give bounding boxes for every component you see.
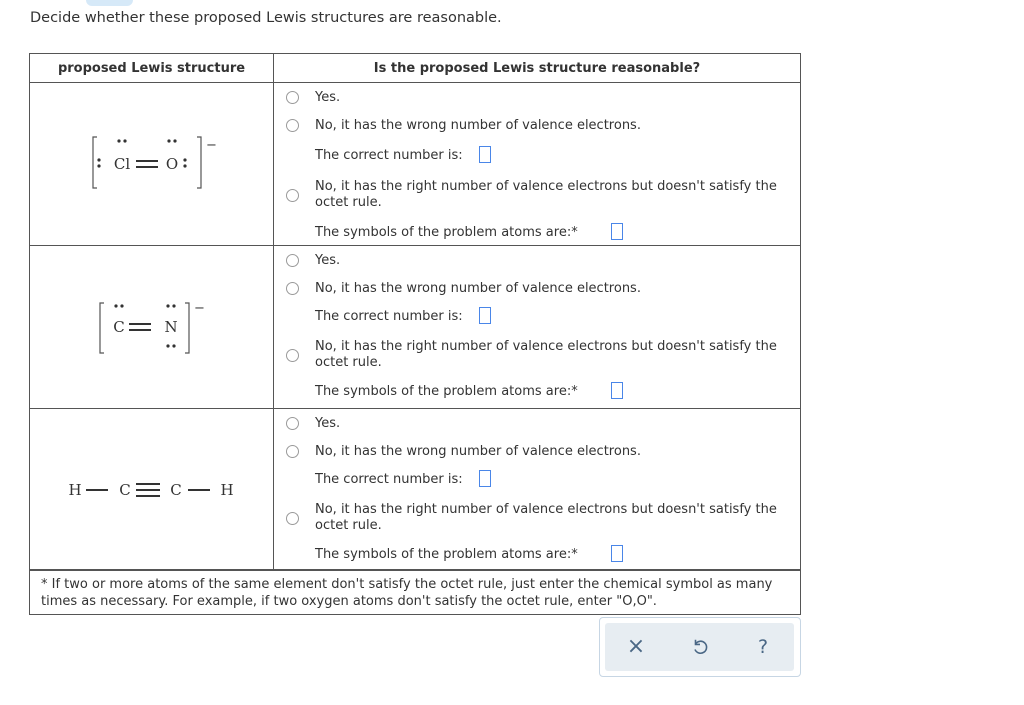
problem-atoms-label: The symbols of the problem atoms are:* bbox=[315, 225, 578, 240]
table-row bbox=[30, 246, 800, 409]
problem-atoms-label: The symbols of the problem atoms are:* bbox=[315, 547, 578, 562]
problem-atoms-input[interactable] bbox=[611, 223, 623, 240]
help-icon: ? bbox=[757, 635, 769, 658]
option-octet-line2: octet rule. bbox=[315, 195, 382, 210]
close-button[interactable] bbox=[624, 635, 648, 659]
atom-c: C bbox=[113, 318, 125, 336]
structure-cell bbox=[30, 409, 274, 569]
radio-yes[interactable] bbox=[286, 417, 299, 430]
problem-atoms-input[interactable] bbox=[611, 382, 623, 399]
radio-wrong-count[interactable] bbox=[286, 445, 299, 458]
option-octet-line2: octet rule. bbox=[315, 518, 382, 533]
top-tab-indicator bbox=[86, 0, 133, 6]
radio-octet[interactable] bbox=[286, 349, 299, 362]
atom-o: O bbox=[165, 155, 179, 173]
toolbar-inner bbox=[605, 623, 794, 671]
atom-c: C bbox=[119, 481, 131, 499]
radio-yes[interactable] bbox=[286, 254, 299, 267]
radio-wrong-count[interactable] bbox=[286, 119, 299, 132]
options-cell bbox=[274, 409, 800, 569]
structure-cell bbox=[30, 83, 274, 245]
radio-yes[interactable] bbox=[286, 91, 299, 104]
structure-cell bbox=[30, 246, 274, 408]
option-wrong-count-label: No, it has the wrong number of valence electrons. bbox=[315, 444, 641, 459]
correct-number-input[interactable] bbox=[479, 146, 491, 163]
option-octet-line1: No, it has the right number of valence electrons but doesn't satisfy the bbox=[315, 179, 777, 194]
question-table bbox=[29, 53, 801, 571]
close-icon: × bbox=[626, 634, 646, 659]
footnote-line2: times as necessary. For example, if two oxygen atoms don't satisfy the octet rule, enter "O,O". bbox=[41, 594, 657, 609]
option-yes-label: Yes. bbox=[315, 416, 341, 431]
table-row bbox=[30, 83, 800, 246]
atom-n: N bbox=[164, 318, 178, 336]
radio-wrong-count[interactable] bbox=[286, 282, 299, 295]
correct-number-label: The correct number is: bbox=[315, 309, 463, 324]
correct-number-input[interactable] bbox=[479, 307, 491, 324]
footnote bbox=[29, 571, 801, 615]
option-yes-label: Yes. bbox=[315, 90, 341, 105]
correct-number-label: The correct number is: bbox=[315, 148, 463, 163]
option-wrong-count-label: No, it has the wrong number of valence electrons. bbox=[315, 281, 641, 296]
lewis-structure-cn bbox=[30, 246, 274, 409]
radio-octet[interactable] bbox=[286, 189, 299, 202]
prompt-text: Decide whether these proposed Lewis structures are reasonable. bbox=[30, 10, 502, 26]
option-wrong-count-label: No, it has the wrong number of valence electrons. bbox=[315, 118, 641, 133]
options-cell bbox=[274, 246, 800, 408]
correct-number-label: The correct number is: bbox=[315, 472, 463, 487]
atom-h: H bbox=[220, 481, 234, 499]
option-octet-line1: No, it has the right number of valence electrons but doesn't satisfy the bbox=[315, 339, 777, 354]
charge-label: − bbox=[206, 138, 217, 153]
options-cell bbox=[274, 83, 800, 245]
header-structure: proposed Lewis structure bbox=[30, 54, 274, 82]
radio-octet[interactable] bbox=[286, 512, 299, 525]
header-reasonable: Is the proposed Lewis structure reasonable? bbox=[373, 60, 701, 76]
atom-c: C bbox=[170, 481, 182, 499]
atom-h: H bbox=[68, 481, 82, 499]
atom-cl: Cl bbox=[113, 155, 131, 173]
problem-atoms-input[interactable] bbox=[611, 545, 623, 562]
option-yes-label: Yes. bbox=[315, 253, 341, 268]
answer-toolbar bbox=[599, 617, 801, 677]
footnote-line1: * If two or more atoms of the same element don't satisfy the octet rule, just enter the chemical symbol as many bbox=[41, 577, 773, 592]
table-header bbox=[30, 54, 800, 83]
undo-icon bbox=[691, 638, 709, 656]
help-button[interactable] bbox=[751, 635, 775, 659]
option-octet-line2: octet rule. bbox=[315, 355, 382, 370]
option-octet-line1: No, it has the right number of valence electrons but doesn't satisfy the bbox=[315, 502, 777, 517]
undo-button[interactable] bbox=[688, 635, 712, 659]
correct-number-input[interactable] bbox=[479, 470, 491, 487]
lewis-structure-hcch bbox=[30, 409, 274, 570]
problem-atoms-label: The symbols of the problem atoms are:* bbox=[315, 384, 578, 399]
charge-label: − bbox=[194, 301, 205, 316]
lewis-structure-clo bbox=[30, 83, 274, 246]
table-row bbox=[30, 409, 800, 570]
